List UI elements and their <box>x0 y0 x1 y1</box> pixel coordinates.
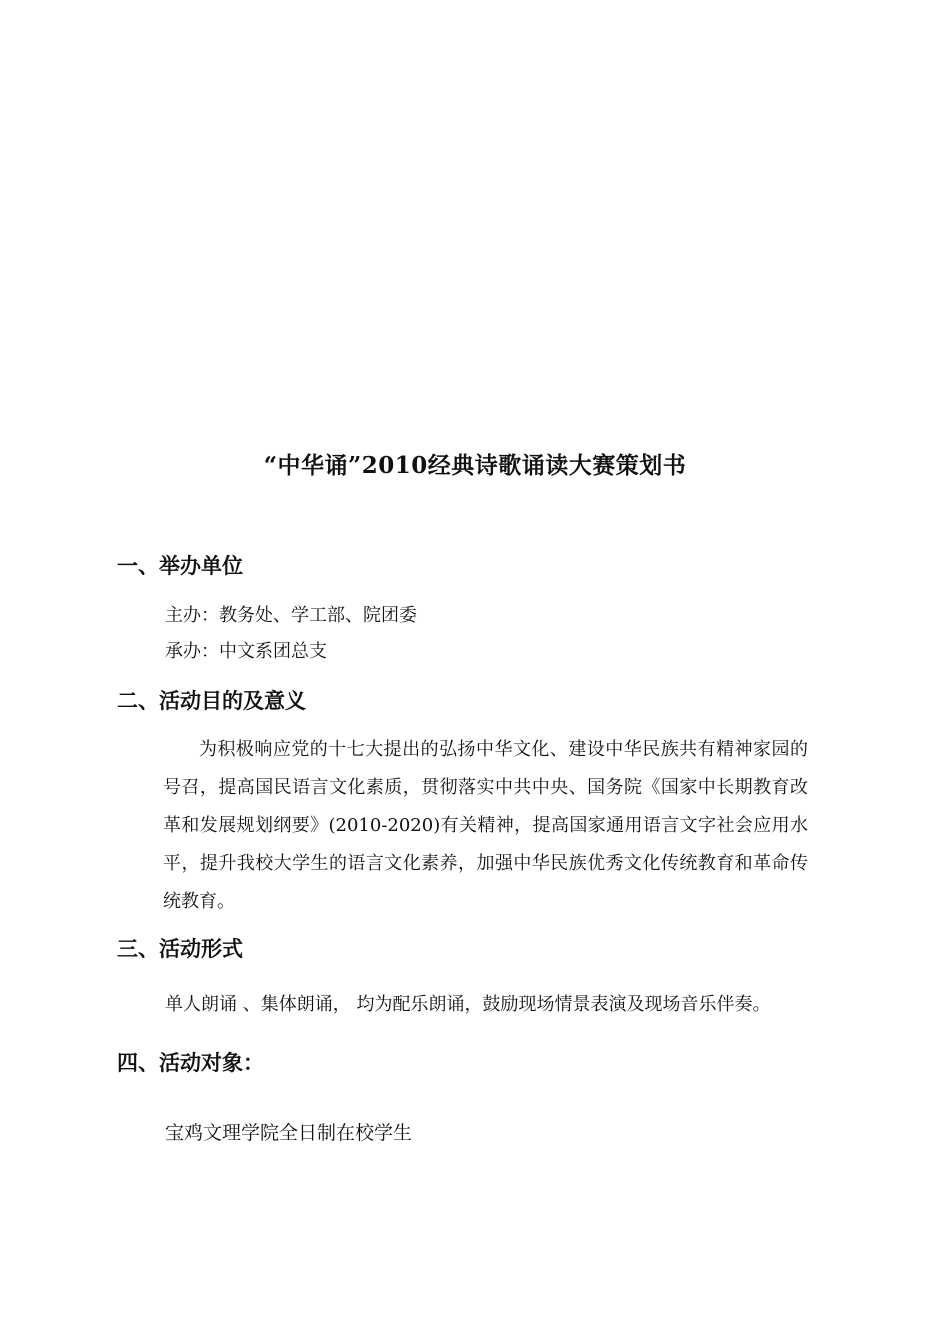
format-text: 单人朗诵 、集体朗诵， 均为配乐朗诵，鼓励现场情景表演及现场音乐伴奏。 <box>165 994 771 1015</box>
section-heading-format: 三、活动形式 <box>117 937 243 961</box>
document-title: “中华诵”2010经典诗歌诵读大赛策划书 <box>263 452 687 479</box>
purpose-paragraph: 为积极响应党的十七大提出的弘扬中华文化、建设中华民族共有精神家园的号召，提高国民语言文化素质，贯彻落实中共中央、国务院《国家中长期教育改革和发展规划纲要》(2010-2020)有关精神，提高国家通用语言文字社会应用水平，提升我校大学生的语言文化素养，加强中华民族优秀文化传统教育和革命传统教育。 <box>163 739 808 912</box>
organizer-undertaker: 承办：中文系团总支 <box>165 641 327 662</box>
section-heading-organizers: 一、举办单位 <box>117 554 243 578</box>
participants-text: 宝鸡文理学院全日制在校学生 <box>165 1122 413 1144</box>
organizer-host: 主办：教务处、学工部、院团委 <box>165 605 417 626</box>
section-heading-purpose: 二、活动目的及意义 <box>117 689 306 713</box>
section-heading-participants: 四、活动对象： <box>117 1051 264 1075</box>
